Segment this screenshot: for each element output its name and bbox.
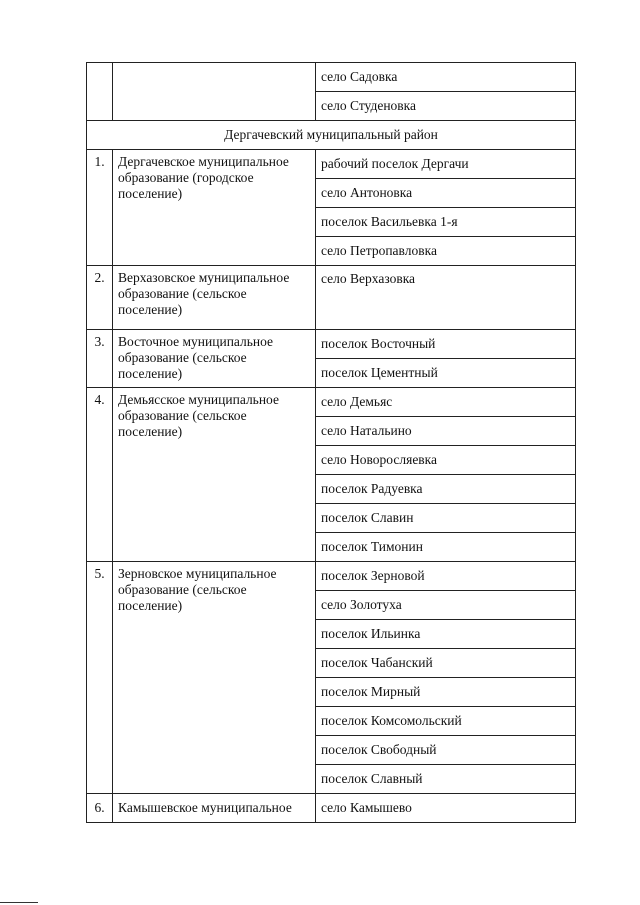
settlement-cell: поселок Васильевка 1-я bbox=[316, 208, 576, 237]
municipality-name: Демьясское муниципальное образование (сельское поселение) bbox=[113, 388, 316, 562]
settlement-cell: поселок Цементный bbox=[316, 359, 576, 388]
table-row bbox=[87, 330, 576, 359]
table-row bbox=[87, 794, 576, 823]
settlement-cell: село Золотуха bbox=[316, 591, 576, 620]
settlement-cell: поселок Славный bbox=[316, 765, 576, 794]
table-row bbox=[87, 388, 576, 417]
settlement-cell: село Камышево bbox=[316, 794, 576, 823]
municipality-name: Верхазовское муниципальное образование (сельское поселение) bbox=[113, 266, 316, 330]
settlement-cell: село Демьяс bbox=[316, 388, 576, 417]
district-header-row bbox=[87, 121, 576, 150]
settlement-cell: село Антоновка bbox=[316, 179, 576, 208]
settlement-cell: поселок Свободный bbox=[316, 736, 576, 765]
page-edge-mark bbox=[0, 902, 38, 903]
row-number-cell bbox=[87, 63, 113, 121]
municipality-name: Дергачевское муниципальное образование (городское поселение) bbox=[113, 150, 316, 266]
table-row bbox=[87, 266, 576, 330]
settlements-table bbox=[86, 62, 576, 823]
row-number: 1. bbox=[87, 150, 113, 266]
table-row bbox=[87, 562, 576, 591]
settlement-cell: поселок Мирный bbox=[316, 678, 576, 707]
municipality-name: Восточное муниципальное образование (сельское поселение) bbox=[113, 330, 316, 388]
row-number: 3. bbox=[87, 330, 113, 388]
settlement-cell: село Студеновка bbox=[316, 92, 576, 121]
table-row bbox=[87, 150, 576, 179]
settlement-cell: поселок Славин bbox=[316, 504, 576, 533]
row-number: 5. bbox=[87, 562, 113, 794]
table-row bbox=[87, 63, 576, 92]
settlement-cell: поселок Чабанский bbox=[316, 649, 576, 678]
settlement-cell: поселок Ильинка bbox=[316, 620, 576, 649]
settlement-cell: поселок Тимонин bbox=[316, 533, 576, 562]
settlement-cell: поселок Радуевка bbox=[316, 475, 576, 504]
settlement-cell: село Верхазовка bbox=[316, 266, 576, 330]
municipality-cell bbox=[113, 63, 316, 121]
district-title: Дергачевский муниципальный район bbox=[87, 121, 576, 150]
row-number: 2. bbox=[87, 266, 113, 330]
settlement-cell: поселок Зерновой bbox=[316, 562, 576, 591]
settlement-cell: село Садовка bbox=[316, 63, 576, 92]
row-number: 4. bbox=[87, 388, 113, 562]
settlement-cell: село Новоросляевка bbox=[316, 446, 576, 475]
settlement-cell: село Натальино bbox=[316, 417, 576, 446]
settlement-cell: рабочий поселок Дергачи bbox=[316, 150, 576, 179]
settlement-cell: поселок Комсомольский bbox=[316, 707, 576, 736]
municipality-name: Камышевское муниципальное bbox=[113, 794, 316, 823]
settlement-cell: село Петропавловка bbox=[316, 237, 576, 266]
municipality-name: Зерновское муниципальное образование (сельское поселение) bbox=[113, 562, 316, 794]
row-number: 6. bbox=[87, 794, 113, 823]
settlement-cell: поселок Восточный bbox=[316, 330, 576, 359]
